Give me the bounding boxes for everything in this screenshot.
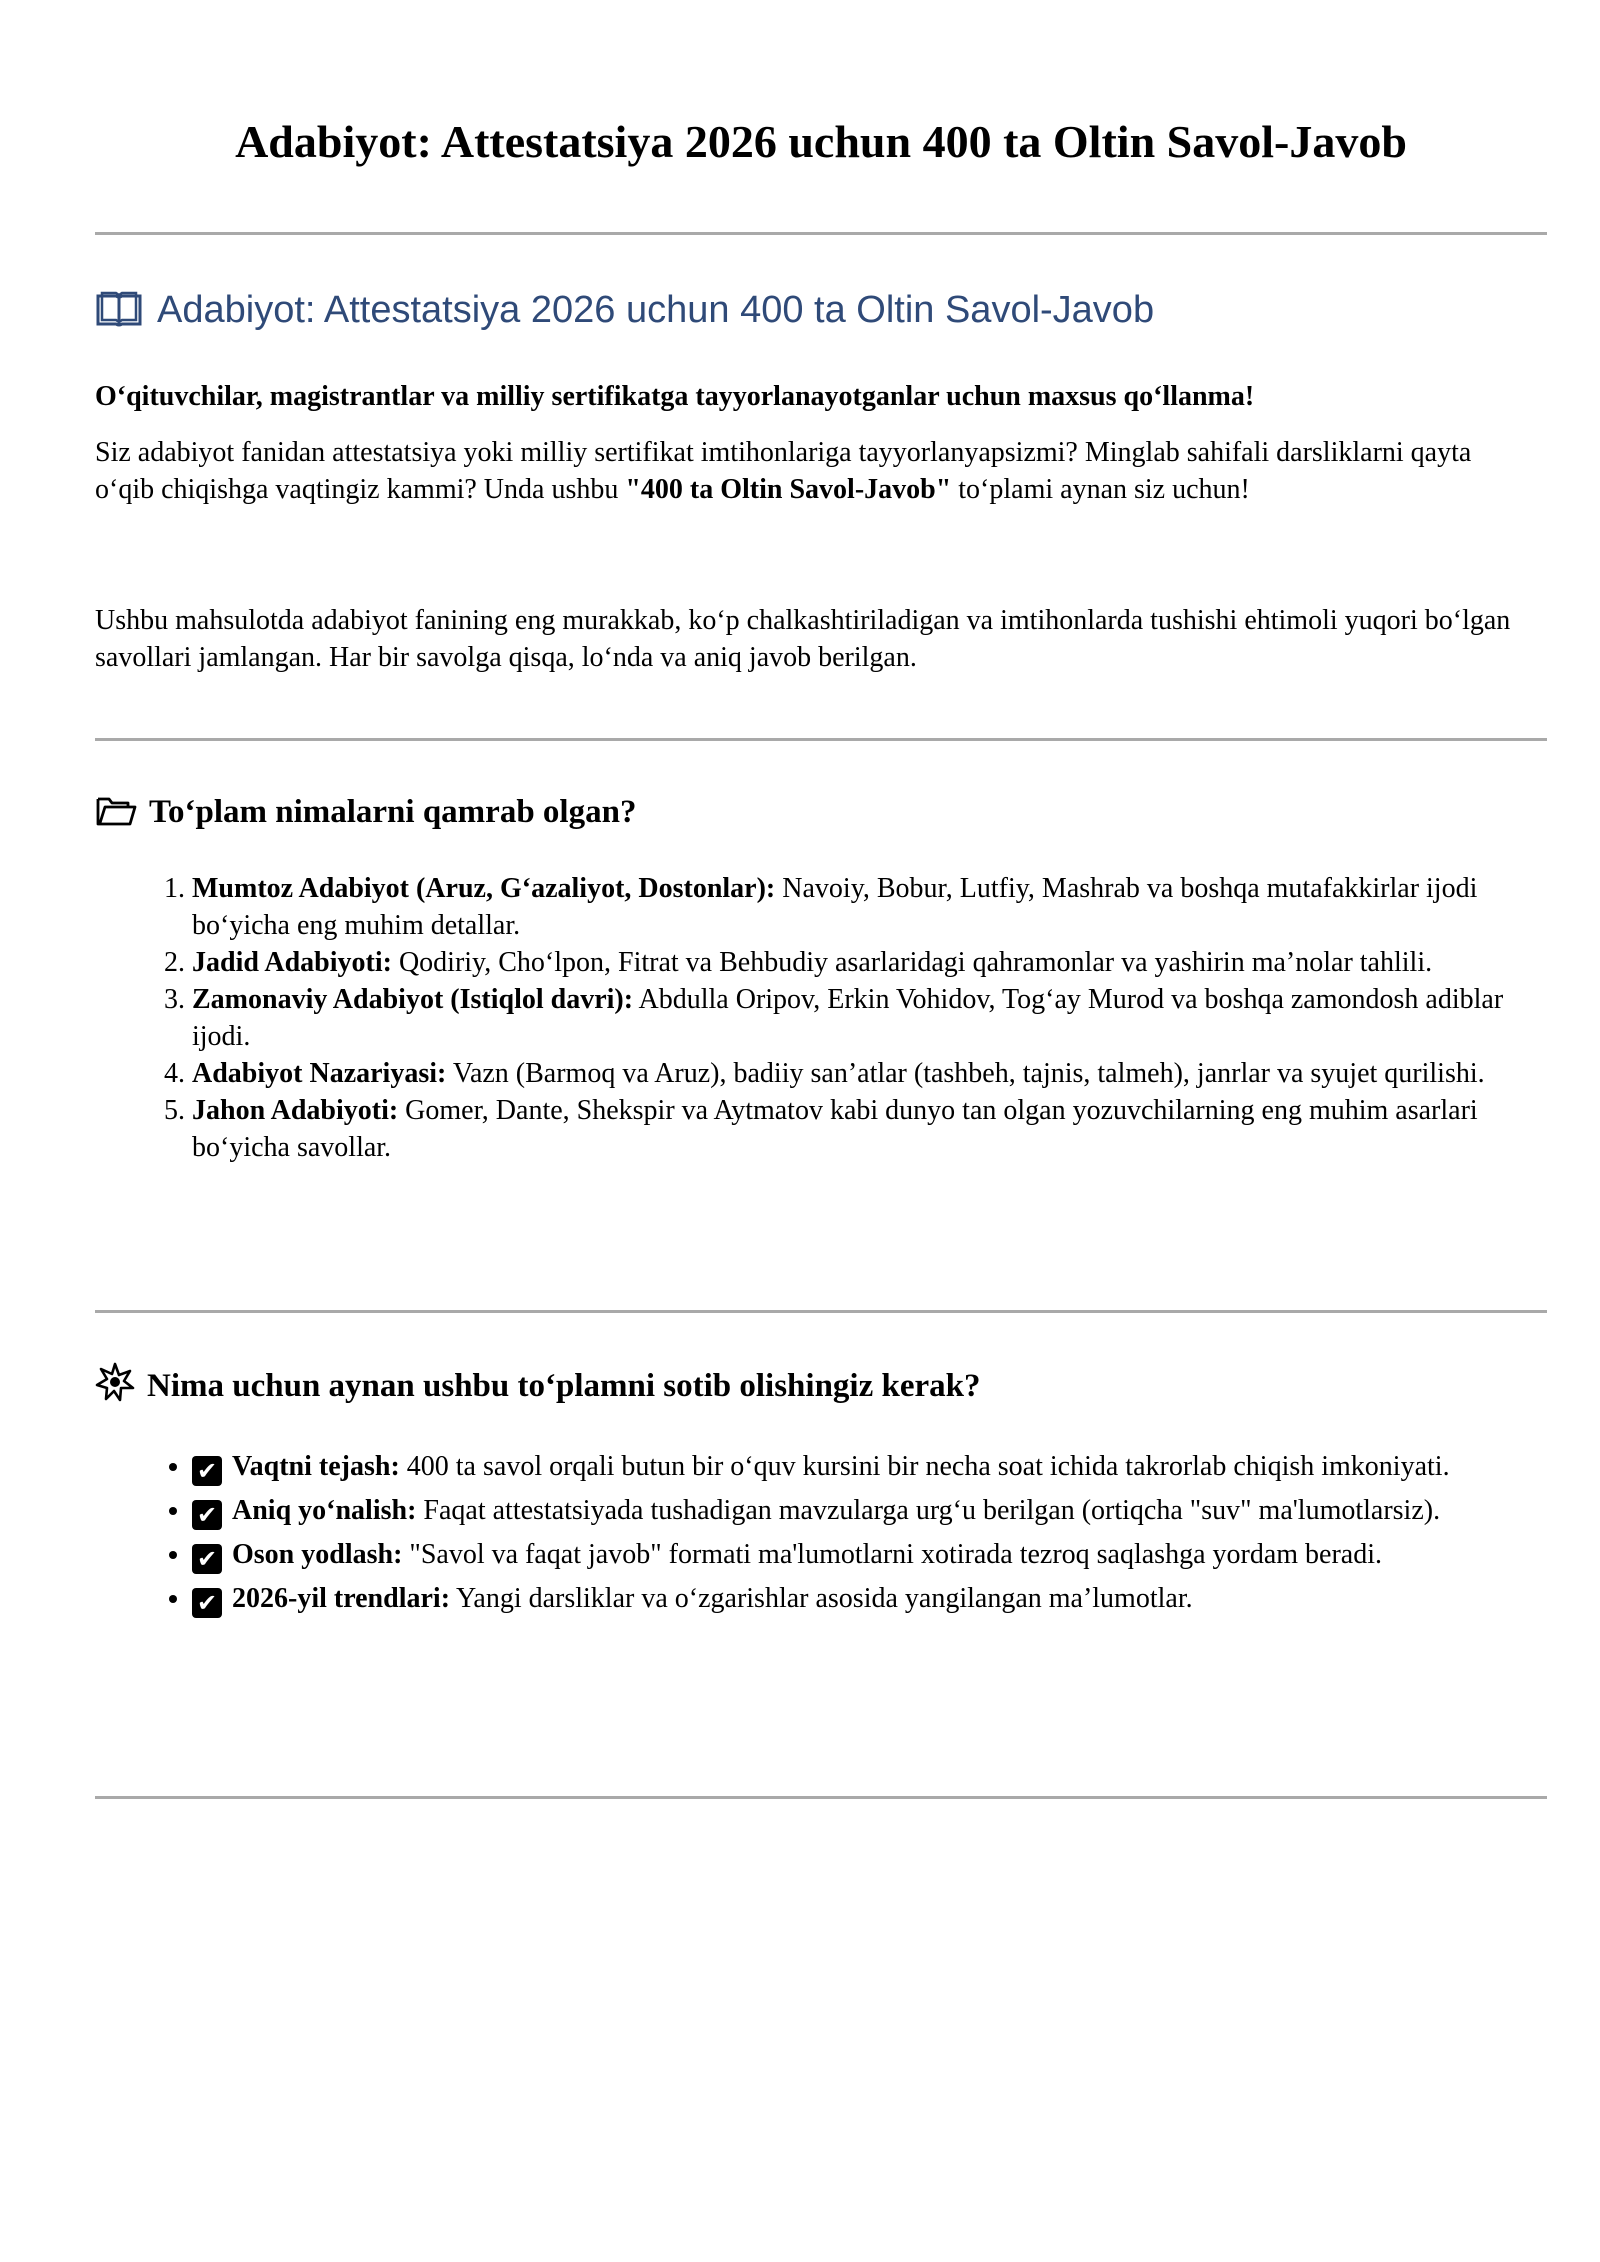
topic-label: Adabiyot Nazariyasi: xyxy=(192,1058,447,1089)
horizontal-rule xyxy=(95,1310,1547,1313)
checkmark-icon: ✔ xyxy=(192,1456,222,1486)
list-item xyxy=(192,1580,1547,1618)
topics-heading xyxy=(95,790,636,840)
topics-list xyxy=(95,870,1547,1166)
sparkle-icon xyxy=(95,1362,135,1414)
intro-paragraph-1 xyxy=(95,434,1535,508)
checkmark-icon: ✔ xyxy=(192,1500,222,1530)
list-item xyxy=(192,1055,1547,1092)
topic-label: Mumtoz Adabiyot (Aruz, G‘azaliyot, Dostonlar): xyxy=(192,873,776,904)
topic-text: Gomer, Dante, Shekspir va Aytmatov kabi dunyo tan olgan yozuvchilarning eng muhim asarlari bo‘yicha savollar. xyxy=(192,1095,1478,1163)
intro-heading-text: Adabiyot: Attestatsiya 2026 uchun 400 ta Oltin Savol-Javob xyxy=(157,289,1155,331)
document-title: Adabiyot: Attestatsiya 2026 uchun 400 ta Oltin Savol-Javob xyxy=(235,116,1407,167)
topics-heading-text: To‘plam nimalarni qamrab olgan? xyxy=(149,794,637,830)
topic-text: Qodiriy, Cho‘lpon, Fitrat va Behbudiy asarlaridagi qahramonlar va yashirin ma’nolar tahlili. xyxy=(391,947,1433,978)
list-item xyxy=(192,1536,1547,1574)
reason-label: Aniq yo‘nalish: xyxy=(232,1495,417,1526)
reason-text: Yangi darsliklar va o‘zgarishlar asosida yangilangan ma’lumotlar. xyxy=(450,1583,1193,1614)
reasons-list xyxy=(95,1448,1547,1624)
list-item xyxy=(192,1448,1547,1486)
reason-label: Oson yodlash: xyxy=(232,1539,403,1570)
open-folder-icon xyxy=(95,794,137,840)
intro-paragraph-1-start: Siz adabiyot fanidan attestatsiya yoki milliy sertifikat imtihonlariga tayyorlanyapsizmi? Minglab sahifali darsliklarni qayta o‘qib chiqishga vaqtingiz kammi? Unda ushbu xyxy=(95,437,1472,505)
intro-paragraph-1-end: to‘plami aynan siz uchun! xyxy=(951,474,1250,505)
topic-text: Abdulla Oripov, Erkin Vohidov, Tog‘ay Murod va boshqa zamondosh adiblar ijodi. xyxy=(192,984,1504,1052)
topic-text: Navoiy, Bobur, Lutfiy, Mashrab va boshqa mutafakkirlar ijodi bo‘yicha eng muhim detallar. xyxy=(192,873,1478,941)
reason-label: Vaqtni tejash: xyxy=(232,1451,400,1482)
intro-paragraph-2: Ushbu mahsulotda adabiyot fanining eng murakkab, ko‘p chalkashtiriladigan va imtihonlarda tushishi ehtimoli yuqori bo‘lgan savollari jamlangan. Har bir savolga qisqa, lo‘nda va aniq javob berilgan. xyxy=(95,605,1511,673)
reason-text: 400 ta savol orqali butun bir o‘quv kursini bir necha soat ichida takrorlab chiqish imkoniyati. xyxy=(399,1451,1450,1482)
intro-paragraph-1-bold: "400 ta Oltin Savol-Javob" xyxy=(625,474,952,505)
reason-text: Faqat attestatsiyada tushadigan mavzularga urg‘u berilgan (ortiqcha "suv" ma'lumotlarsiz). xyxy=(416,1495,1441,1526)
reasons-heading-text: Nima uchun aynan ushbu to‘plamni sotib olishingiz kerak? xyxy=(147,1368,981,1404)
horizontal-rule xyxy=(95,1796,1547,1799)
checkmark-icon: ✔ xyxy=(192,1588,222,1618)
topic-text: Vazn (Barmoq va Aruz), badiiy san’atlar (tashbeh, tajnis, talmeh), janrlar va syujet qurilishi. xyxy=(446,1058,1485,1089)
horizontal-rule xyxy=(95,738,1547,741)
list-item xyxy=(192,981,1547,1055)
horizontal-rule xyxy=(95,232,1547,235)
list-item xyxy=(192,1092,1547,1166)
topic-label: Zamonaviy Adabiyot (Istiqlol davri): xyxy=(192,984,634,1015)
intro-lead: O‘qituvchilar, magistrantlar va milliy sertifikatga tayyorlanayotganlar uchun maxsus qo‘llanma! xyxy=(95,381,1255,412)
checkmark-icon: ✔ xyxy=(192,1544,222,1574)
topic-label: Jahon Adabiyoti: xyxy=(192,1095,399,1126)
intro-heading xyxy=(95,284,1154,344)
reason-label: 2026-yil trendlari: xyxy=(232,1583,451,1614)
open-book-icon xyxy=(95,290,143,344)
list-item xyxy=(192,870,1547,944)
reason-text: "Savol va faqat javob" formati ma'lumotlarni xotirada tezroq saqlashga yordam beradi. xyxy=(402,1539,1382,1570)
list-item xyxy=(192,944,1547,981)
topic-label: Jadid Adabiyoti: xyxy=(192,947,392,978)
reasons-heading xyxy=(95,1362,981,1414)
list-item xyxy=(192,1492,1547,1530)
